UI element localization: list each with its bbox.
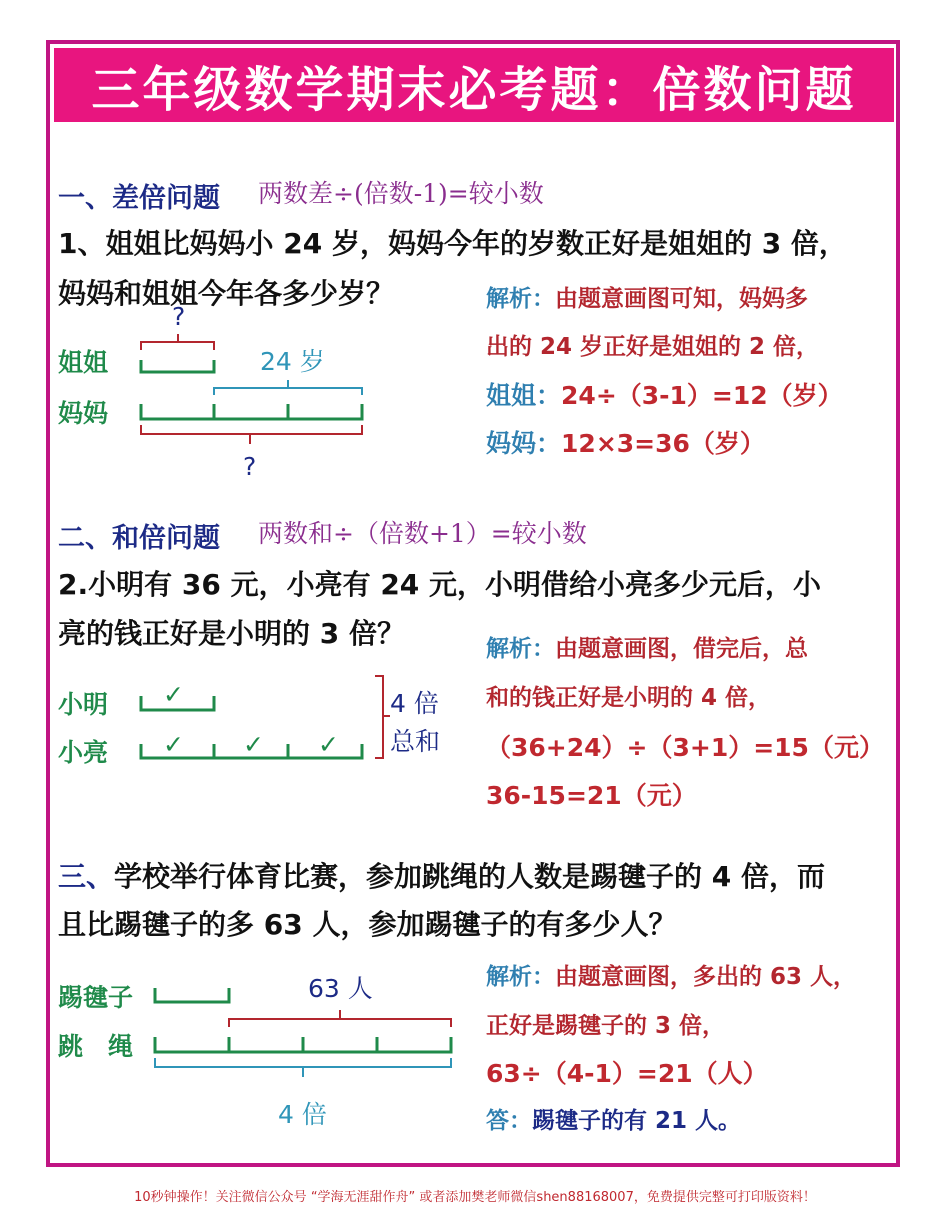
footer-note: 10秒钟操作！关注微信公众号 “学海无涯甜作舟” 或者添加樊老师微信shen88168007，免费提供完整可打印版资料！	[134, 1190, 816, 1205]
calc-text: 24÷（3-1）=12（岁）	[561, 381, 843, 410]
brace-sum	[375, 676, 390, 758]
label-xiaoliang: 小亮	[58, 738, 109, 767]
calc-key: 姐姐	[486, 381, 537, 410]
section3-question-line2: 且比踢毽子的多 63 人，参加踢毽子的有多少人？	[58, 908, 677, 941]
brace-63	[229, 1010, 451, 1027]
label-xiaoming: 小明	[58, 690, 109, 719]
bar-xiaoming	[141, 696, 214, 710]
section2-analysis-line2: 和的钱正好是小明的 4 倍，	[486, 685, 772, 711]
total-label-4x: 4 倍	[278, 1100, 327, 1129]
label-jianzi: 踢毽子	[58, 983, 134, 1012]
section2-heading: 二、和倍问题	[58, 523, 220, 554]
answer-key: 答	[486, 1108, 509, 1134]
brace-total	[141, 425, 362, 444]
section1-question-line1: 1、姐姐比妈妈小 24 岁，妈妈今年的岁数正好是姐姐的 3 倍，	[58, 227, 847, 260]
label-mom: 妈妈	[58, 399, 109, 428]
analysis-text: 由题意画图，借完后，总	[555, 636, 808, 662]
analysis-text: 由题意画图，多出的 63 人，	[555, 964, 857, 990]
section3-calc1: 63÷（4-1）=21（人）	[486, 1059, 768, 1088]
unknown-mark-top: ?	[172, 302, 186, 331]
label-sister: 姐姐	[58, 348, 109, 377]
section2-question-line2: 亮的钱正好是小明的 3 倍？	[58, 617, 405, 650]
section2-calc1: （36+24）÷（3+1）=15（元）	[486, 733, 884, 762]
section1-formula: 两数差÷(倍数-1)=较小数	[258, 179, 544, 208]
bar-jianzi	[155, 988, 229, 1002]
analysis-key: 解析	[486, 286, 532, 312]
section2-question-line1: 2.小明有 36 元，小亮有 24 元，小明借给小亮多少元后，小	[58, 568, 822, 601]
total-label-sum: 总和	[390, 727, 441, 756]
section2-calc2: 36-15=21（元）	[486, 781, 697, 810]
separator: ：	[509, 1108, 532, 1134]
check-mark: ✓	[318, 730, 339, 759]
bar-tiaosheng	[155, 1037, 451, 1052]
bar-sister	[141, 360, 214, 372]
separator: ：	[532, 964, 555, 990]
diff-label-24: 24 岁	[260, 347, 325, 376]
total-label-4x: 4 倍	[390, 689, 439, 718]
check-mark: ✓	[163, 680, 184, 709]
brace-diff	[214, 380, 362, 395]
section1-heading: 一、差倍问题	[58, 183, 220, 214]
calc-text: 12×3=36（岁）	[561, 429, 765, 458]
analysis-key: 解析	[486, 636, 532, 662]
section3-number: 三、	[58, 860, 115, 893]
check-mark: ✓	[163, 730, 184, 759]
section1-question-line2: 妈妈和姐姐今年各多少岁？	[58, 277, 395, 310]
label-tiaosheng: 跳 绳	[58, 1032, 134, 1061]
section2-formula: 两数和÷（倍数+1）=较小数	[258, 519, 587, 548]
separator: ：	[532, 286, 555, 312]
separator: ：	[532, 636, 555, 662]
brace-4x	[155, 1058, 451, 1077]
calc-key: 妈妈	[486, 429, 537, 458]
check-mark: ✓	[243, 730, 264, 759]
bar-xiaoliang	[141, 744, 362, 758]
analysis-key: 解析	[486, 964, 532, 990]
section1-analysis-line2: 出的 24 岁正好是姐姐的 2 倍，	[486, 334, 820, 360]
unknown-mark-bottom: ?	[243, 452, 257, 481]
separator: ：	[536, 429, 562, 458]
diff-label-63: 63 人	[308, 974, 373, 1003]
brace-sister	[141, 334, 214, 350]
answer-text: 踢毽子的有 21 人。	[532, 1108, 742, 1134]
bar-mom	[141, 404, 362, 419]
question-text: 学校举行体育比赛，参加跳绳的人数是踢毽子的 4 倍，而	[114, 860, 825, 893]
section3-analysis-line2: 正好是踢毽子的 3 倍，	[486, 1013, 726, 1039]
analysis-text: 由题意画图可知，妈妈多	[555, 286, 808, 312]
separator: ：	[536, 381, 562, 410]
page-title: 三年级数学期末必考题：倍数问题	[54, 48, 894, 122]
